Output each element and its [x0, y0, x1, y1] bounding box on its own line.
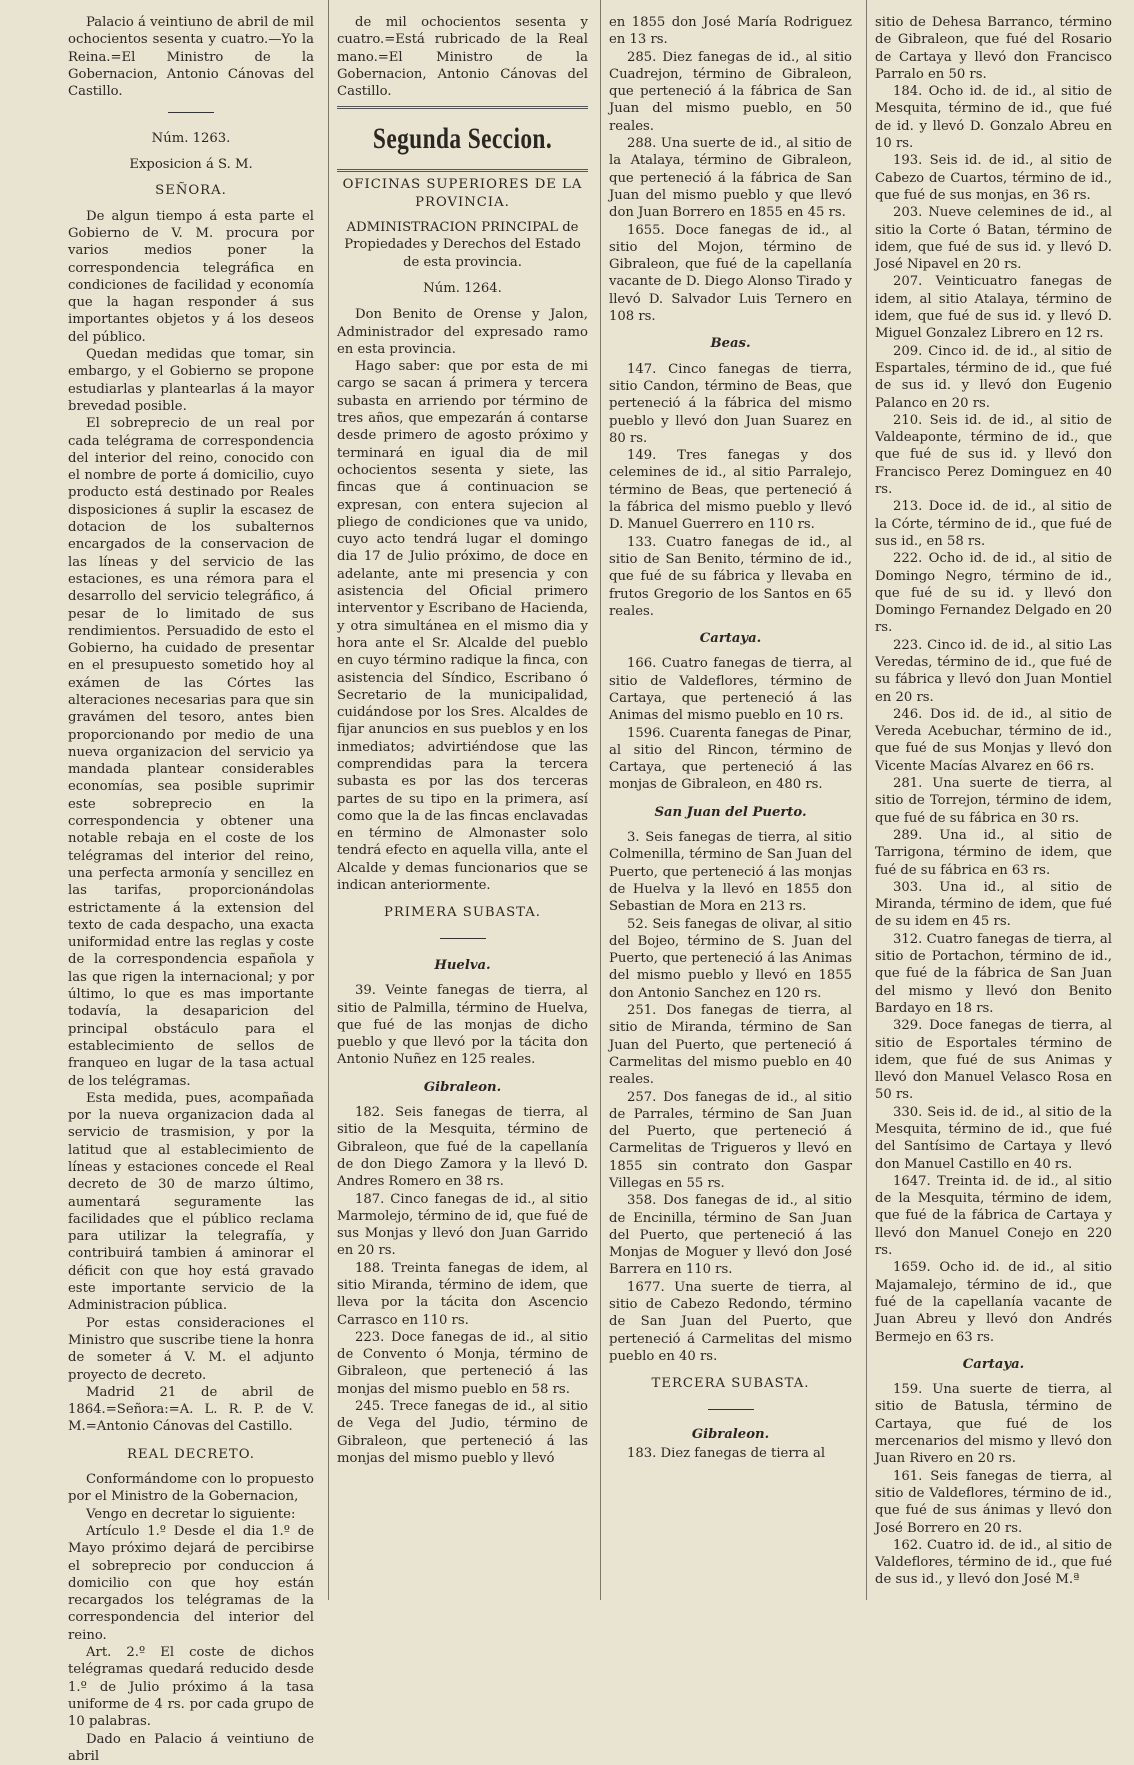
- number-heading: Núm. 1264.: [337, 280, 588, 297]
- lot-entry: 210. Seis id. de id., al sitio de Valdeaponte, término de id., que que fué de sus id. y llevó don Francisco Perez Dominguez en 40 rs.: [875, 412, 1112, 498]
- paragraph: Madrid 21 de abril de 1864.=Señora:=A. L. R. P. de V. M.=Antonio Cánovas del Castillo.: [68, 1384, 314, 1436]
- lot-entry: 329. Doce fanegas de tierra, al sitio de Esportales término de idem, que fué de sus Animas y llevó don Manuel Velasco Rosa en 50 rs.: [875, 1017, 1112, 1103]
- lot-continuation: sitio de Dehesa Barranco, término de Gibraleon, que fué del Rosario de Cartaya y llevó don Francisco Parralo en 50 rs.: [875, 0, 1112, 83]
- third-auction-heading: TERCERA SUBASTA.: [609, 1375, 852, 1392]
- place-heading: Cartaya.: [875, 1356, 1112, 1373]
- paragraph: Hago saber: que por esta de mi cargo se sacan á primera y tercera subasta en arriendo por término de tres años, que empezarán á contarse desde primero de agosto próximo y terminará en igual dia de mil ochocientos sesenta y siete, las fincas que á continuacion se expresan, con entera sujecion al pliego de condiciones que va unido, cuyo acto tendrá lugar el domingo dia 17 de Julio próximo, de doce en adelante, ante mi presencia y con asistencia del Oficial primero interventor y Escribano de Hacienda, y otra simultánea en el mismo dia y hora ante el Sr. Alcalde del pueblo en cuyo término radique la finca, con asistencia del Síndico, Escribano ó Secretario de la municipalidad, cuidándose por los Sres. Alcaldes de fijar anuncios en sus pueblos y en los inmediatos; advirtiéndose que las comprendidas para la tercera subasta es por las dos terceras partes de su tipo en la primera, así como que la de las fincas enclavadas en término de Almonaster solo tendrá efecto en aquella villa, ante el Alcalde y demas funcionarios que se indican anteriormente.: [337, 358, 588, 894]
- lot-entry: 182. Seis fanegas de tierra, al sitio de la Mesquita, término de Gibraleon, que fué de la capellanía de don Diego Zamora y la llevó D. Andres Romero en 38 rs.: [337, 1104, 588, 1190]
- place-heading: Beas.: [609, 335, 852, 352]
- column-4: [866, 0, 1120, 1600]
- lot-entry: 1659. Ocho id. de id., al sitio Majamalejo, término de id., que fué de la capellanía vacante de Juan Abreu y llevó don Andrés Bermejo en 63 rs.: [875, 1259, 1112, 1345]
- lot-entry: 1677. Una suerte de tierra, al sitio de Cabezo Redondo, término de San Juan del Puerto, que perteneció á Carmelitas del mismo pueblo en 40 rs.: [609, 1279, 852, 1365]
- lot-entry: 159. Una suerte de tierra, al sitio de Batusla, término de Cartaya, que fué de los mercenarios del mismo y llevó don Juan Rivero en 20 rs.: [875, 1381, 1112, 1467]
- lot-entry: 133. Cuatro fanegas de id., al sitio de San Benito, término de id., que fué de su fábrica y llevaba en frutos Gregorio de los Santos en 65 reales.: [609, 534, 852, 620]
- separator: [609, 1401, 852, 1418]
- lot-entry: 193. Seis id. de id., al sitio de Cabezo de Cuartos, término de id., que fué de sus monjas, en 36 rs.: [875, 152, 1112, 204]
- section-title: Segunda Seccion.: [365, 121, 561, 157]
- lot-entry: 223. Doce fanegas de id., al sitio de Convento ó Monja, término de Gibraleon, que perteneció á las monjas del mismo pueblo en 58 rs.: [337, 1329, 588, 1398]
- offices-heading: OFICINAS SUPERIORES DE LA PROVINCIA.: [337, 176, 588, 211]
- number-heading: Núm. 1263.: [68, 130, 314, 147]
- paragraph: El sobreprecio de un real por cada telégrama de correspondencia del interior del reino, conocido con el nombre de porte á domicilio, cuyo producto está destinado por Reales disposiciones á suplir la escasez de dotacion de los subalternos encargados de la conservacion de las líneas y del servicio de las estaciones, es una rémora para el desarrollo del servicio telegráfico, á pesar de lo limitado de sus rendimientos. Persuadido de esto el Gobierno, ha cuidado de presentar en el presupuesto sometido hoy al exámen de las Córtes las alteraciones necesarias para que sin gravámen del tesoro, antes bien proporcionando por medio de una nueva organizacion del servicio ya mandada plantear considerables economías, sea posible suprimir este sobreprecio en la correspondencia y obtener una notable rebaja en el coste de los telégramas del interior del reino, una perfecta armonía y sencillez en las tarifas, proporcionándolas estrictamente á la extension del texto de cada despacho, una exacta uniformidad entre las reglas y coste de la correspondencia española y las que rigen la internacional; y por último, lo que es mas importante todavía, la desaparicion del principal obstáculo para el establecimiento de sellos de franqueo en lugar de la tasa actual de los telégramas.: [68, 415, 314, 1090]
- lot-entry: 281. Una suerte de tierra, al sitio de Torrejon, término de idem, que fué de su fábrica en 30 rs.: [875, 775, 1112, 827]
- paragraph: Por estas consideraciones el Ministro que suscribe tiene la honra de someter á V. M. el adjunto proyecto de decreto.: [68, 1315, 314, 1384]
- lot-entry: 187. Cinco fanegas de id., al sitio Marmolejo, término de id, que fué de sus Monjas y llevó don Juan Garrido en 20 rs.: [337, 1191, 588, 1260]
- lot-entry: 207. Veinticuatro fanegas de idem, al sitio Atalaya, término de idem, que fué de sus id. y llevó D. Miguel Gonzalez Librero en 12 rs.: [875, 273, 1112, 342]
- lot-entry: 209. Cinco id. de id., al sitio de Espartales, término de id., que fué de sus id. y llevó don Eugenio Palanco en 20 rs.: [875, 343, 1112, 412]
- place-heading: Huelva.: [337, 957, 588, 974]
- paragraph: Conformándome con lo propuesto por el Ministro de la Gobernacion,: [68, 1471, 314, 1506]
- lot-entry: 1596. Cuarenta fanegas de Pinar, al sitio del Rincon, término de Cartaya, que perteneció á las monjas de Gibraleon, en 480 rs.: [609, 725, 852, 794]
- lot-entry: 188. Treinta fanegas de idem, al sitio Miranda, término de idem, que lleva por la tácita don Ascencio Carrasco en 110 rs.: [337, 1260, 588, 1329]
- article: Artículo 1.º Desde el dia 1.º de Mayo próximo dejará de percibirse el sobreprecio por conduccion á domicilio con que hoy están recargados los telégramas de la correspondencia del interior del reino.: [68, 1523, 314, 1644]
- lot-entry: 358. Dos fanegas de id., al sitio de Encinilla, término de San Juan del Puerto, que perteneció á las Monjas de Moguer y llevó don José Barrera en 110 rs.: [609, 1192, 852, 1278]
- paragraph: Esta medida, pues, acompañada por la nueva organizacion dada al servicio de trasmision, y por la latitud que al establecimiento de líneas y estaciones concede el Real decreto de 30 de marzo último, aumentará seguramente las facilidades que el público reclama para utilizar la telegrafía, y contribuirá tambien á aminorar el déficit con que hoy está gravado este importante servicio de la Administracion pública.: [68, 1090, 314, 1315]
- decree-closing: Palacio á veintiuno de abril de mil ochocientos sesenta y cuatro.—Yo la Reina.=El Ministro de la Gobernacion, Antonio Cánovas del Castillo.: [68, 0, 314, 100]
- column-1: [60, 0, 322, 1600]
- exposition-heading: Exposicion á S. M.: [68, 156, 314, 173]
- lot-entry: 147. Cinco fanegas de tierra, sitio Candon, término de Beas, que perteneció á la fábrica del mismo pueblo y llevó don Juan Suarez en 80 rs.: [609, 361, 852, 447]
- column-3: [600, 0, 860, 1600]
- double-rule: [337, 169, 588, 172]
- separator: [68, 104, 314, 121]
- lot-continuation: en 1855 don José María Rodriguez en 13 rs.: [609, 0, 852, 49]
- column-2: [328, 0, 596, 1600]
- lot-entry: 289. Una id., al sitio de Tarrigona, término de idem, que fué de su fábrica en 63 rs.: [875, 827, 1112, 879]
- place-heading: Cartaya.: [609, 630, 852, 647]
- article: Art. 2.º El coste de dichos telégramas quedará reducido desde 1.º de Julio próximo á la tasa uniforme de 4 rs. por cada grupo de 10 palabras.: [68, 1644, 314, 1730]
- royal-decree-heading: REAL DECRETO.: [68, 1446, 314, 1463]
- lot-entry: 251. Dos fanegas de tierra, al sitio de Miranda, término de San Juan del Puerto, que perteneció á Carmelitas del mismo pueblo en 40 reales.: [609, 1002, 852, 1088]
- place-heading: San Juan del Puerto.: [609, 804, 852, 821]
- lot-entry: 257. Dos fanegas de id., al sitio de Parrales, término de San Juan del Puerto, que perteneció á Carmelitas de Trigueros y llevó en 1855 sin contrato don Gaspar Villegas en 55 rs.: [609, 1089, 852, 1193]
- paragraph: Vengo en decretar lo siguiente:: [68, 1506, 314, 1523]
- lot-entry: 183. Diez fanegas de tierra al: [609, 1445, 852, 1462]
- lot-entry: 223. Cinco id. de id., al sitio Las Veredas, término de id., que fué de su fábrica y llevó don Juan Montiel en 20 rs.: [875, 637, 1112, 706]
- lot-entry: 288. Una suerte de id., al sitio de la Atalaya, término de Gibraleon, que perteneció á la fábrica de San Juan del mismo pueblo y que llevó don Juan Borrero en 1855 en 45 rs.: [609, 135, 852, 221]
- separator: [337, 930, 588, 947]
- lot-entry: 222. Ocho id. de id., al sitio de Domingo Negro, término de id., que fué de su id. y llevó don Domingo Fernandez Delgado en 20 rs.: [875, 550, 1112, 636]
- lot-entry: 162. Cuatro id. de id., al sitio de Valdeflores, término de id., que fué de sus id., y llevó don José M.ª: [875, 1537, 1112, 1589]
- paragraph: Dado en Palacio á veintiuno de abril: [68, 1731, 314, 1765]
- decree-closing: de mil ochocientos sesenta y cuatro.=Está rubricado de la Real mano.=El Ministro de la Gobernacion, Antonio Cánovas del Castillo.: [337, 0, 588, 100]
- lot-entry: 245. Trece fanegas de id., al sitio de Vega del Judio, término de Gibraleon, que perteneció á las monjas del mismo pueblo y llevó: [337, 1398, 588, 1467]
- lot-entry: 52. Seis fanegas de olivar, al sitio del Bojeo, término de S. Juan del Puerto, que perteneció á las Animas del mismo pueblo y llevó en 1855 don Antonio Sanchez en 120 rs.: [609, 916, 852, 1002]
- salutation: SEÑORA.: [68, 182, 314, 199]
- lot-entry: 203. Nueve celemines de id., al sitio la Corte ó Batan, término de idem, que fué de sus id. y llevó D. José Nipavel en 20 rs.: [875, 204, 1112, 273]
- lot-entry: 166. Cuatro fanegas de tierra, al sitio de Valdeflores, término de Cartaya, que perteneció á las Animas del mismo pueblo en 10 rs.: [609, 655, 852, 724]
- lot-entry: 184. Ocho id. de id., al sitio de Mesquita, término de id., que fué de id. y llevó D. Gonzalo Abreu en 10 rs.: [875, 83, 1112, 152]
- lot-entry: 213. Doce id. de id., al sitio de la Córte, término de id., que fué de sus id., en 58 rs.: [875, 498, 1112, 550]
- place-heading: Gibraleon.: [609, 1426, 852, 1443]
- lot-entry: 39. Veinte fanegas de tierra, al sitio de Palmilla, término de Huelva, que fué de las monjas de dicho pueblo y que llevó por la tácita don Antonio Nuñez en 125 reales.: [337, 982, 588, 1068]
- lot-entry: 246. Dos id. de id., al sitio de Vereda Acebuchar, término de id., que fué de sus Monjas y llevó don Vicente Macías Alvarez en 66 rs.: [875, 706, 1112, 775]
- lot-entry: 330. Seis id. de id., al sitio de la Mesquita, término de id., que fué del Santísimo de Cartaya y llevó don Manuel Castillo en 40 rs.: [875, 1104, 1112, 1173]
- lot-entry: 303. Una id., al sitio de Miranda, término de idem, que fué de su idem en 45 rs.: [875, 879, 1112, 931]
- paragraph: De algun tiempo á esta parte el Gobierno de V. M. procura por varios medios poner la correspondencia telegráfica en condiciones de facilidad y economía que la hagan responder á sus importantes objetos y á los deseos del público.: [68, 208, 314, 346]
- lot-entry: 161. Seis fanegas de tierra, al sitio de Valdeflores, término de id., que fué de sus ánimas y llevó don José Borrero en 20 rs.: [875, 1468, 1112, 1537]
- lot-entry: 149. Tres fanegas y dos celemines de id., al sitio Parralejo, término de Beas, que perteneció á la fábrica del mismo pueblo y llevó D. Manuel Guerrero en 110 rs.: [609, 447, 852, 533]
- place-heading: Gibraleon.: [337, 1079, 588, 1096]
- double-rule: [337, 106, 588, 109]
- paragraph: Don Benito de Orense y Jalon, Administrador del expresado ramo en esta provincia.: [337, 306, 588, 358]
- lot-entry: 285. Diez fanegas de id., al sitio Cuadrejon, término de Gibraleon, que perteneció á la fábrica de San Juan del mismo pueblo, en 50 reales.: [609, 49, 852, 135]
- lot-entry: 3. Seis fanegas de tierra, al sitio Colmenilla, término de San Juan del Puerto, que perteneció á las monjas de Huelva y la llevó en 1855 don Sebastian de Mora en 213 rs.: [609, 829, 852, 915]
- lot-entry: 1655. Doce fanegas de id., al sitio del Mojon, término de Gibraleon, que fué de la capellanía vacante de D. Diego Alonso Tirado y llevó D. Salvador Luis Ternero en 108 rs.: [609, 222, 852, 326]
- first-auction-heading: PRIMERA SUBASTA.: [337, 904, 588, 921]
- lot-entry: 1647. Treinta id. de id., al sitio de la Mesquita, término de idem, que fué de la fábrica de Cartaya y llevó don Manuel Conejo en 220 rs.: [875, 1173, 1112, 1259]
- paragraph: Quedan medidas que tomar, sin embargo, y el Gobierno se propone estudiarlas y plantearlas á la mayor brevedad posible.: [68, 346, 314, 415]
- administration-heading: ADMINISTRACION PRINCIPAL de Propiedades y Derechos del Estado de esta provincia.: [337, 219, 588, 271]
- lot-entry: 312. Cuatro fanegas de tierra, al sitio de Portachon, término de id., que fué de la fábrica de San Juan del mismo y llevó don Benito Bardayo en 18 rs.: [875, 931, 1112, 1017]
